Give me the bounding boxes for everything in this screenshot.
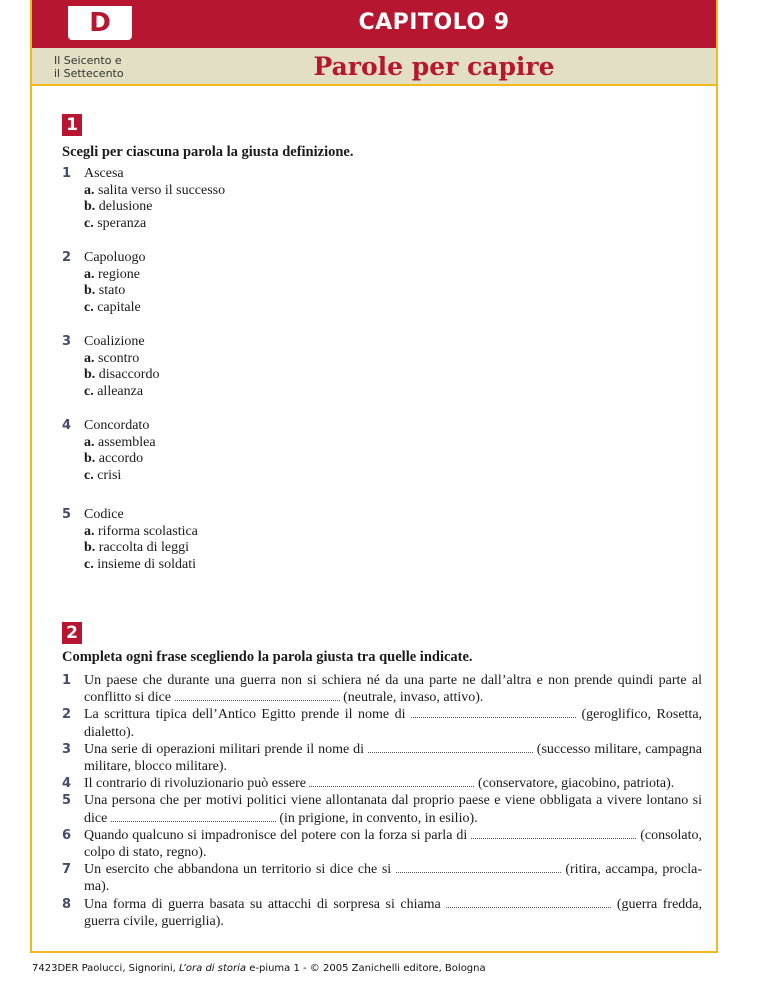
option-text: insieme di soldati [97, 556, 196, 572]
question-word: Concordato [84, 418, 150, 433]
sentence-choices: (conservatore, giacobino, patriota). [477, 776, 675, 792]
option-letter: a. [84, 182, 95, 198]
question-item [62, 418, 156, 484]
option-text: delusione [98, 199, 153, 214]
answer-option[interactable] [84, 451, 156, 468]
question-number: 5 [62, 507, 72, 522]
footer-book-title: L’ora di storia [178, 963, 247, 974]
sentence-number: 8 [62, 896, 72, 912]
sentence-choices: (successo militare, campagna militare, blocco militare). [84, 741, 703, 775]
answer-blank[interactable] [411, 707, 576, 718]
option-text: capitale [97, 299, 141, 315]
sentence-number: 1 [62, 673, 72, 688]
option-text: disaccordo [98, 367, 160, 382]
sentence-text: Una serie di operazioni militari prende il nome di [84, 741, 364, 757]
period-line-1: Il Seicento e [54, 54, 122, 67]
page-header [30, 0, 718, 86]
sentence-text: La scrittura tipica dell’Antico Egitto prende il nome di [84, 707, 406, 723]
sentence-choices: (neutrale, invaso, attivo). [343, 690, 484, 706]
answer-blank[interactable] [368, 742, 533, 753]
option-letter: c. [84, 383, 94, 399]
section-2-number: 2 [62, 622, 82, 644]
sentence-number: 5 [62, 793, 72, 809]
option-letter: c. [84, 215, 94, 231]
question-item [62, 250, 145, 316]
option-text: salita verso il successo [98, 182, 226, 198]
option-letter: b. [84, 199, 96, 214]
answer-option[interactable] [84, 540, 198, 557]
sentence-item [62, 706, 702, 740]
footer-suffix: e-piuma 1 - © 2005 Zanichelli editore, Bologna [246, 963, 486, 974]
sentence-choices: (consolato, colpo di stato, regno). [84, 827, 703, 861]
question-word: Ascesa [84, 166, 124, 181]
page-title: Parole per capire [313, 52, 555, 81]
option-text: scontro [98, 350, 140, 366]
option-letter: a. [84, 434, 95, 450]
answer-option[interactable] [84, 524, 198, 541]
answer-option[interactable] [84, 267, 145, 284]
sentence-number: 2 [62, 707, 72, 723]
sentence-item [62, 672, 702, 706]
answer-option[interactable] [84, 384, 159, 401]
sentence-item [62, 827, 702, 861]
sentence-list [62, 672, 702, 930]
answer-option[interactable] [84, 468, 156, 485]
sentence-number: 7 [62, 862, 72, 878]
option-letter: c. [84, 299, 94, 315]
unit-letter-badge: D [68, 6, 132, 40]
sentence-item [62, 896, 702, 930]
sentence-text: Un paese che durante una guerra non si schiera né da una parte ne dall’altra e non prende quindi parte al conflitto si dice [84, 673, 702, 706]
question-item [62, 166, 225, 232]
question-number: 3 [62, 334, 72, 349]
option-text: assemblea [98, 434, 156, 450]
question-word: Capoluogo [84, 250, 146, 265]
section-1-instruction: Scegli per ciascuna parola la giusta definizione. [62, 144, 354, 160]
answer-option[interactable] [84, 199, 225, 216]
sentence-text: Quando qualcuno si impadronisce del potere con la forza si parla di [84, 827, 468, 843]
sentence-text: Una forma di guerra basata su attacchi di sorpresa si chiama [84, 896, 441, 912]
option-letter: a. [84, 266, 95, 282]
section-2-instruction: Completa ogni frase scegliendo la parola giusta tra quelle indicate. [62, 649, 473, 665]
answer-option[interactable] [84, 367, 159, 384]
answer-blank[interactable] [471, 828, 636, 839]
answer-blank[interactable] [175, 690, 340, 701]
question-item [62, 334, 159, 400]
answer-option[interactable] [84, 300, 145, 317]
option-text: accordo [98, 451, 144, 466]
answer-blank[interactable] [111, 811, 276, 822]
sentence-item [62, 775, 702, 792]
question-number: 2 [62, 250, 72, 265]
chapter-label: CAPITOLO 9 [358, 10, 510, 35]
section-1-number: 1 [62, 114, 82, 136]
option-letter: b. [84, 283, 96, 298]
option-text: stato [98, 283, 126, 298]
answer-option[interactable] [84, 351, 159, 368]
option-letter: c. [84, 467, 94, 483]
question-word: Coalizione [84, 334, 145, 349]
answer-option[interactable] [84, 283, 145, 300]
sentence-number: 4 [62, 776, 72, 792]
sentence-number: 3 [62, 741, 72, 757]
option-letter: b. [84, 367, 96, 382]
question-number: 4 [62, 418, 72, 433]
option-text: riforma scolastica [98, 523, 198, 539]
footer-prefix: 7423DER Paolucci, Signorini, [32, 963, 179, 974]
option-text: raccolta di leggi [98, 540, 189, 555]
sentence-item [62, 741, 702, 775]
option-text: crisi [97, 467, 122, 483]
question-number: 1 [62, 166, 72, 181]
option-text: regione [98, 266, 140, 282]
sentence-choices: (ritira, accampa, proclama). [84, 862, 703, 895]
page-footer [32, 963, 486, 974]
period-line-2: il Settecento [54, 67, 124, 80]
sentence-text: Il contrario di rivoluzionario può essere [84, 776, 306, 792]
question-item [62, 507, 198, 573]
sentence-choices: (guerra fredda, guerra civile, guerriglia). [84, 896, 702, 929]
sentence-choices: (geroglifico, Rosetta, dialetto). [84, 707, 703, 740]
answer-blank[interactable] [309, 776, 474, 787]
option-text: alleanza [97, 383, 144, 399]
option-letter: a. [84, 523, 95, 539]
answer-option[interactable] [84, 216, 225, 233]
sentence-choices: (in prigione, in convento, in esilio). [279, 810, 478, 826]
option-letter: a. [84, 350, 95, 366]
sentence-item [62, 861, 702, 895]
sentence-item [62, 792, 702, 826]
answer-blank[interactable] [396, 862, 561, 873]
option-letter: b. [84, 540, 96, 555]
sentence-text: Una persona che per motivi politici viene allontanata dal proprio paese e viene obbligata a vivere lontano si dice [84, 793, 702, 826]
answer-option[interactable] [84, 557, 198, 574]
answer-option[interactable] [84, 435, 156, 452]
option-letter: c. [84, 556, 94, 572]
question-word: Codice [84, 507, 124, 522]
option-letter: b. [84, 451, 96, 466]
answer-option[interactable] [84, 183, 225, 200]
sentence-text: Un esercito che abbandona un territorio si dice che si [84, 862, 392, 878]
sentence-number: 6 [62, 827, 72, 843]
option-text: speranza [97, 215, 147, 231]
answer-blank[interactable] [446, 897, 611, 908]
